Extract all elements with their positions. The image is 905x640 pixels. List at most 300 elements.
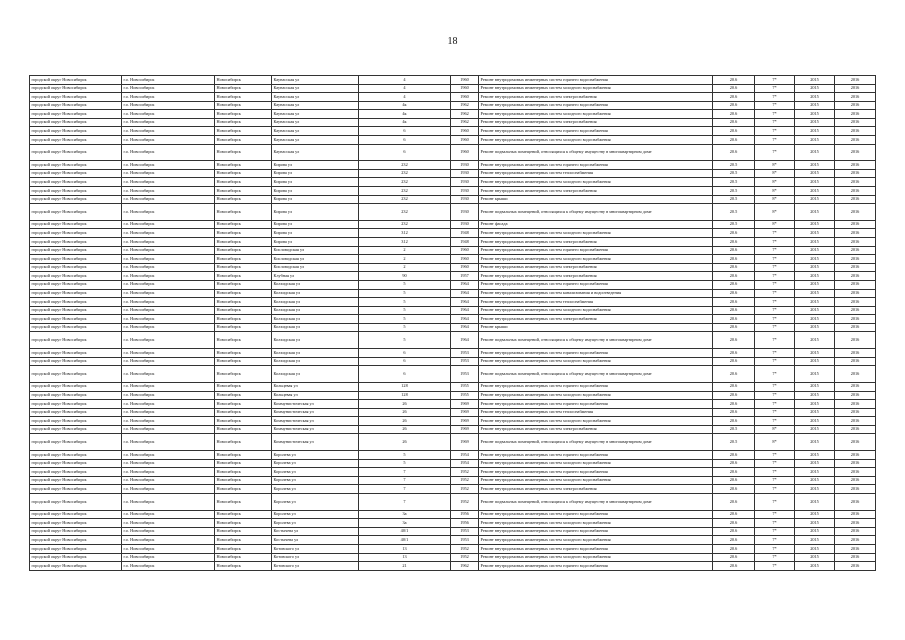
street-cell: Королева ул: [272, 510, 359, 519]
municipality-cell: г.о. Новосибирск: [122, 493, 215, 510]
value-cell: 20.5: [713, 425, 755, 434]
table-row: [30, 76, 876, 85]
table-row: [30, 229, 876, 238]
start-year-cell: 2015: [795, 332, 835, 349]
year-cell: 1930: [451, 169, 479, 178]
city-cell: Новосибирск: [215, 169, 272, 178]
municipality-cell: г.о. Новосибирск: [122, 289, 215, 298]
start-year-cell: 2015: [795, 382, 835, 391]
start-year-cell: 2015: [795, 110, 835, 119]
end-year-cell: 2016: [835, 289, 876, 298]
street-cell: Кирова ул: [272, 187, 359, 196]
city-cell: Новосибирск: [215, 101, 272, 110]
municipality-cell: г.о. Новосибирск: [122, 280, 215, 289]
year-cell: 1960: [451, 84, 479, 93]
work-type-cell: Ремонт внутридомовых инженерных систем холодного водоснабжения: [479, 110, 713, 119]
year-cell: 1955: [451, 382, 479, 391]
work-type-cell: Ремонт внутридомовых инженерных систем холодного водоснабжения: [479, 357, 713, 366]
value-cell: 20.6: [713, 229, 755, 238]
house-number-cell: 232: [359, 178, 451, 187]
code-cell: 7*: [755, 519, 795, 528]
municipality-cell: г.о. Новосибирск: [122, 451, 215, 460]
municipality-cell: г.о. Новосибирск: [122, 76, 215, 85]
district-cell: городской округ Новосибирск: [30, 255, 122, 264]
work-type-cell: Ремонт внутридомовых инженерных систем горячего водоснабжения: [479, 101, 713, 110]
end-year-cell: 2016: [835, 332, 876, 349]
city-cell: Новосибирск: [215, 417, 272, 426]
year-cell: 1960: [451, 76, 479, 85]
end-year-cell: 2016: [835, 562, 876, 571]
value-cell: 20.6: [713, 366, 755, 383]
district-cell: городской округ Новосибирск: [30, 110, 122, 119]
street-cell: Кирова ул: [272, 220, 359, 229]
value-cell: 20.6: [713, 306, 755, 315]
year-cell: 1953: [451, 366, 479, 383]
end-year-cell: 2016: [835, 178, 876, 187]
table-row: [30, 425, 876, 434]
start-year-cell: 2015: [795, 366, 835, 383]
district-cell: городской округ Новосибирск: [30, 298, 122, 307]
district-cell: городской округ Новосибирск: [30, 349, 122, 358]
value-cell: 20.6: [713, 144, 755, 161]
year-cell: 1962: [451, 118, 479, 127]
district-cell: городской округ Новосибирск: [30, 195, 122, 204]
end-year-cell: 2016: [835, 161, 876, 170]
work-type-cell: Ремонт внутридомовых инженерных систем электроснабжения: [479, 272, 713, 281]
house-number-cell: 232: [359, 187, 451, 196]
house-number-cell: 6: [359, 136, 451, 145]
start-year-cell: 2015: [795, 459, 835, 468]
table-row: [30, 93, 876, 102]
district-cell: городской округ Новосибирск: [30, 493, 122, 510]
work-type-cell: Ремонт внутридомовых инженерных систем электроснабжения: [479, 425, 713, 434]
street-cell: Костычева ул: [272, 536, 359, 545]
city-cell: Новосибирск: [215, 510, 272, 519]
table-row: [30, 110, 876, 119]
start-year-cell: 2015: [795, 178, 835, 187]
street-cell: Колхидская ул: [272, 315, 359, 324]
city-cell: Новосибирск: [215, 451, 272, 460]
house-number-cell: 128: [359, 391, 451, 400]
city-cell: Новосибирск: [215, 349, 272, 358]
code-cell: 7*: [755, 298, 795, 307]
street-cell: Каунасская ул: [272, 110, 359, 119]
work-type-cell: Ремонт внутридомовых инженерных систем горячего водоснабжения: [479, 468, 713, 477]
end-year-cell: 2016: [835, 84, 876, 93]
house-number-cell: 312: [359, 229, 451, 238]
municipality-cell: г.о. Новосибирск: [122, 459, 215, 468]
code-cell: 7*: [755, 349, 795, 358]
district-cell: городской округ Новосибирск: [30, 84, 122, 93]
end-year-cell: 2016: [835, 144, 876, 161]
city-cell: Новосибирск: [215, 434, 272, 451]
value-cell: 20.6: [713, 280, 755, 289]
municipality-cell: г.о. Новосибирск: [122, 220, 215, 229]
municipality-cell: г.о. Новосибирск: [122, 101, 215, 110]
value-cell: 20.6: [713, 127, 755, 136]
end-year-cell: 2016: [835, 476, 876, 485]
repair-schedule-table: [29, 75, 876, 571]
end-year-cell: 2016: [835, 272, 876, 281]
value-cell: 20.5: [713, 178, 755, 187]
city-cell: Новосибирск: [215, 400, 272, 409]
work-type-cell: Ремонт внутридомовых инженерных систем холодного водоснабжения: [479, 476, 713, 485]
municipality-cell: г.о. Новосибирск: [122, 485, 215, 494]
code-cell: 7*: [755, 263, 795, 272]
municipality-cell: г.о. Новосибирск: [122, 195, 215, 204]
code-cell: 7*: [755, 136, 795, 145]
code-cell: 8*: [755, 161, 795, 170]
table-row: [30, 187, 876, 196]
street-cell: Каунасская ул: [272, 93, 359, 102]
start-year-cell: 2015: [795, 562, 835, 571]
value-cell: 20.6: [713, 118, 755, 127]
work-type-cell: Ремонт подвальных помещений, относящихся к общему имуществу в многоквартирном доме: [479, 493, 713, 510]
municipality-cell: г.о. Новосибирск: [122, 417, 215, 426]
code-cell: 7*: [755, 493, 795, 510]
year-cell: 1956: [451, 519, 479, 528]
start-year-cell: 2015: [795, 298, 835, 307]
year-cell: 1930: [451, 178, 479, 187]
start-year-cell: 2015: [795, 536, 835, 545]
value-cell: 20.6: [713, 246, 755, 255]
start-year-cell: 2015: [795, 84, 835, 93]
end-year-cell: 2016: [835, 323, 876, 332]
city-cell: Новосибирск: [215, 332, 272, 349]
table-row: [30, 562, 876, 571]
table-row: [30, 306, 876, 315]
street-cell: Королева ул: [272, 468, 359, 477]
value-cell: 20.6: [713, 417, 755, 426]
street-cell: Каунасская ул: [272, 127, 359, 136]
end-year-cell: 2016: [835, 280, 876, 289]
municipality-cell: г.о. Новосибирск: [122, 229, 215, 238]
district-cell: городской округ Новосибирск: [30, 76, 122, 85]
year-cell: 1969: [451, 408, 479, 417]
street-cell: Кисловодская ул: [272, 263, 359, 272]
value-cell: 20.6: [713, 289, 755, 298]
district-cell: городской округ Новосибирск: [30, 510, 122, 519]
municipality-cell: г.о. Новосибирск: [122, 553, 215, 562]
table-row: [30, 459, 876, 468]
start-year-cell: 2015: [795, 306, 835, 315]
end-year-cell: 2016: [835, 366, 876, 383]
year-cell: 1964: [451, 298, 479, 307]
code-cell: 7*: [755, 417, 795, 426]
district-cell: городской округ Новосибирск: [30, 144, 122, 161]
code-cell: 7*: [755, 553, 795, 562]
year-cell: 1964: [451, 323, 479, 332]
code-cell: 8*: [755, 178, 795, 187]
start-year-cell: 2015: [795, 400, 835, 409]
city-cell: Новосибирск: [215, 76, 272, 85]
district-cell: городской округ Новосибирск: [30, 544, 122, 553]
end-year-cell: 2016: [835, 451, 876, 460]
city-cell: Новосибирск: [215, 298, 272, 307]
district-cell: городской округ Новосибирск: [30, 315, 122, 324]
city-cell: Новосибирск: [215, 238, 272, 247]
house-number-cell: 6: [359, 366, 451, 383]
house-number-cell: 2: [359, 255, 451, 264]
value-cell: 20.5: [713, 434, 755, 451]
house-number-cell: 4: [359, 93, 451, 102]
work-type-cell: Ремонт подвальных помещений, относящихся к общему имуществу в многоквартирном доме: [479, 144, 713, 161]
table-row: [30, 178, 876, 187]
code-cell: 7*: [755, 510, 795, 519]
table-row: [30, 544, 876, 553]
end-year-cell: 2016: [835, 408, 876, 417]
end-year-cell: 2016: [835, 400, 876, 409]
year-cell: 1964: [451, 306, 479, 315]
start-year-cell: 2015: [795, 315, 835, 324]
district-cell: городской округ Новосибирск: [30, 246, 122, 255]
municipality-cell: г.о. Новосибирск: [122, 425, 215, 434]
value-cell: 20.6: [713, 315, 755, 324]
start-year-cell: 2015: [795, 553, 835, 562]
municipality-cell: г.о. Новосибирск: [122, 536, 215, 545]
work-type-cell: Ремонт внутридомовых инженерных систем холодного водоснабжения: [479, 391, 713, 400]
street-cell: Кольцевая ул: [272, 391, 359, 400]
end-year-cell: 2016: [835, 229, 876, 238]
city-cell: Новосибирск: [215, 468, 272, 477]
code-cell: 8*: [755, 434, 795, 451]
end-year-cell: 2016: [835, 485, 876, 494]
value-cell: 20.6: [713, 544, 755, 553]
value-cell: 20.6: [713, 527, 755, 536]
municipality-cell: г.о. Новосибирск: [122, 161, 215, 170]
year-cell: 1964: [451, 289, 479, 298]
value-cell: 20.6: [713, 553, 755, 562]
year-cell: 1954: [451, 451, 479, 460]
code-cell: 7*: [755, 459, 795, 468]
work-type-cell: Ремонт внутридомовых инженерных систем электроснабжения: [479, 118, 713, 127]
code-cell: 7*: [755, 562, 795, 571]
district-cell: городской округ Новосибирск: [30, 468, 122, 477]
district-cell: городской округ Новосибирск: [30, 272, 122, 281]
house-number-cell: 232: [359, 195, 451, 204]
end-year-cell: 2016: [835, 195, 876, 204]
street-cell: Кирова ул: [272, 178, 359, 187]
code-cell: 7*: [755, 357, 795, 366]
street-cell: Кирова ул: [272, 195, 359, 204]
table-row: [30, 434, 876, 451]
house-number-cell: 7: [359, 493, 451, 510]
year-cell: 1952: [451, 468, 479, 477]
code-cell: 7*: [755, 485, 795, 494]
start-year-cell: 2015: [795, 76, 835, 85]
end-year-cell: 2016: [835, 349, 876, 358]
municipality-cell: г.о. Новосибирск: [122, 323, 215, 332]
district-cell: городской округ Новосибирск: [30, 434, 122, 451]
year-cell: 1956: [451, 510, 479, 519]
house-number-cell: 5: [359, 323, 451, 332]
street-cell: Колхидская ул: [272, 306, 359, 315]
municipality-cell: г.о. Новосибирск: [122, 238, 215, 247]
code-cell: 7*: [755, 315, 795, 324]
municipality-cell: г.о. Новосибирск: [122, 118, 215, 127]
work-type-cell: Ремонт внутридомовых инженерных систем электроснабжения: [479, 187, 713, 196]
value-cell: 20.6: [713, 391, 755, 400]
work-type-cell: Ремонт внутридомовых инженерных систем горячего водоснабжения: [479, 527, 713, 536]
end-year-cell: 2016: [835, 553, 876, 562]
year-cell: 1960: [451, 255, 479, 264]
street-cell: Каунасская ул: [272, 101, 359, 110]
start-year-cell: 2015: [795, 357, 835, 366]
value-cell: 20.6: [713, 136, 755, 145]
street-cell: Коммунистическая ул: [272, 425, 359, 434]
house-number-cell: 4к: [359, 110, 451, 119]
city-cell: Новосибирск: [215, 136, 272, 145]
start-year-cell: 2015: [795, 263, 835, 272]
house-number-cell: 26: [359, 400, 451, 409]
street-cell: Котовского ул: [272, 553, 359, 562]
year-cell: 1953: [451, 527, 479, 536]
district-cell: городской округ Новосибирск: [30, 280, 122, 289]
work-type-cell: Ремонт внутридомовых инженерных систем теплоснабжения: [479, 169, 713, 178]
code-cell: 7*: [755, 229, 795, 238]
end-year-cell: 2016: [835, 101, 876, 110]
code-cell: 8*: [755, 195, 795, 204]
municipality-cell: г.о. Новосибирск: [122, 178, 215, 187]
city-cell: Новосибирск: [215, 391, 272, 400]
code-cell: 7*: [755, 332, 795, 349]
value-cell: 20.5: [713, 169, 755, 178]
year-cell: 1969: [451, 425, 479, 434]
value-cell: 20.6: [713, 255, 755, 264]
house-number-cell: 5: [359, 306, 451, 315]
municipality-cell: г.о. Новосибирск: [122, 255, 215, 264]
district-cell: городской округ Новосибирск: [30, 459, 122, 468]
year-cell: 1955: [451, 391, 479, 400]
value-cell: 20.6: [713, 519, 755, 528]
value-cell: 20.6: [713, 382, 755, 391]
district-cell: городской округ Новосибирск: [30, 161, 122, 170]
year-cell: 1953: [451, 357, 479, 366]
district-cell: городской округ Новосибирск: [30, 118, 122, 127]
district-cell: городской округ Новосибирск: [30, 136, 122, 145]
value-cell: 20.6: [713, 272, 755, 281]
city-cell: Новосибирск: [215, 289, 272, 298]
year-cell: 1948: [451, 238, 479, 247]
page-number: 18: [447, 36, 458, 47]
value-cell: 20.6: [713, 536, 755, 545]
year-cell: 1962: [451, 101, 479, 110]
city-cell: Новосибирск: [215, 382, 272, 391]
city-cell: Новосибирск: [215, 527, 272, 536]
city-cell: Новосибирск: [215, 255, 272, 264]
year-cell: 1969: [451, 434, 479, 451]
code-cell: 7*: [755, 536, 795, 545]
table-row: [30, 280, 876, 289]
street-cell: Каунасская ул: [272, 76, 359, 85]
year-cell: 1962: [451, 562, 479, 571]
value-cell: 20.6: [713, 459, 755, 468]
table-row: [30, 519, 876, 528]
street-cell: Кирова ул: [272, 204, 359, 221]
start-year-cell: 2015: [795, 238, 835, 247]
code-cell: 7*: [755, 93, 795, 102]
house-number-cell: 13: [359, 553, 451, 562]
code-cell: 7*: [755, 289, 795, 298]
year-cell: 1930: [451, 220, 479, 229]
house-number-cell: 5: [359, 451, 451, 460]
work-type-cell: Ремонт подвальных помещений, относящихся к общему имуществу в многоквартирном доме: [479, 434, 713, 451]
district-cell: городской округ Новосибирск: [30, 553, 122, 562]
municipality-cell: г.о. Новосибирск: [122, 110, 215, 119]
district-cell: городской округ Новосибирск: [30, 425, 122, 434]
municipality-cell: г.о. Новосибирск: [122, 382, 215, 391]
house-number-cell: 40/1: [359, 536, 451, 545]
district-cell: городской округ Новосибирск: [30, 485, 122, 494]
work-type-cell: Ремонт внутридомовых инженерных систем горячего водоснабжения: [479, 451, 713, 460]
year-cell: 1930: [451, 204, 479, 221]
district-cell: городской округ Новосибирск: [30, 263, 122, 272]
code-cell: 7*: [755, 118, 795, 127]
house-number-cell: 6: [359, 127, 451, 136]
municipality-cell: г.о. Новосибирск: [122, 391, 215, 400]
city-cell: Новосибирск: [215, 161, 272, 170]
end-year-cell: 2016: [835, 255, 876, 264]
code-cell: 7*: [755, 280, 795, 289]
house-number-cell: 3а: [359, 519, 451, 528]
code-cell: 8*: [755, 220, 795, 229]
code-cell: 7*: [755, 366, 795, 383]
table-row: [30, 118, 876, 127]
house-number-cell: 5: [359, 289, 451, 298]
municipality-cell: г.о. Новосибирск: [122, 434, 215, 451]
street-cell: Котовского ул: [272, 562, 359, 571]
house-number-cell: 4к: [359, 118, 451, 127]
end-year-cell: 2016: [835, 76, 876, 85]
city-cell: Новосибирск: [215, 476, 272, 485]
municipality-cell: г.о. Новосибирск: [122, 519, 215, 528]
city-cell: Новосибирск: [215, 178, 272, 187]
year-cell: 1960: [451, 144, 479, 161]
end-year-cell: 2016: [835, 246, 876, 255]
street-cell: Коммунистическая ул: [272, 434, 359, 451]
district-cell: городской округ Новосибирск: [30, 519, 122, 528]
city-cell: Новосибирск: [215, 84, 272, 93]
district-cell: городской округ Новосибирск: [30, 127, 122, 136]
value-cell: 20.5: [713, 204, 755, 221]
municipality-cell: г.о. Новосибирск: [122, 400, 215, 409]
code-cell: 7*: [755, 272, 795, 281]
end-year-cell: 2016: [835, 391, 876, 400]
value-cell: 20.5: [713, 187, 755, 196]
start-year-cell: 2015: [795, 434, 835, 451]
start-year-cell: 2015: [795, 544, 835, 553]
municipality-cell: г.о. Новосибирск: [122, 246, 215, 255]
value-cell: 20.6: [713, 349, 755, 358]
house-number-cell: 2: [359, 246, 451, 255]
work-type-cell: Ремонт внутридомовых инженерных систем электроснабжения: [479, 238, 713, 247]
district-cell: городской округ Новосибирск: [30, 476, 122, 485]
street-cell: Королева ул: [272, 451, 359, 460]
table-row: [30, 476, 876, 485]
code-cell: 7*: [755, 110, 795, 119]
city-cell: Новосибирск: [215, 366, 272, 383]
value-cell: 20.5: [713, 220, 755, 229]
table-row: [30, 84, 876, 93]
municipality-cell: г.о. Новосибирск: [122, 136, 215, 145]
value-cell: 20.6: [713, 493, 755, 510]
district-cell: городской округ Новосибирск: [30, 536, 122, 545]
house-number-cell: 40/1: [359, 527, 451, 536]
house-number-cell: 232: [359, 161, 451, 170]
end-year-cell: 2016: [835, 527, 876, 536]
table-row: [30, 323, 876, 332]
work-type-cell: Ремонт внутридомовых инженерных систем горячего водоснабжения: [479, 400, 713, 409]
